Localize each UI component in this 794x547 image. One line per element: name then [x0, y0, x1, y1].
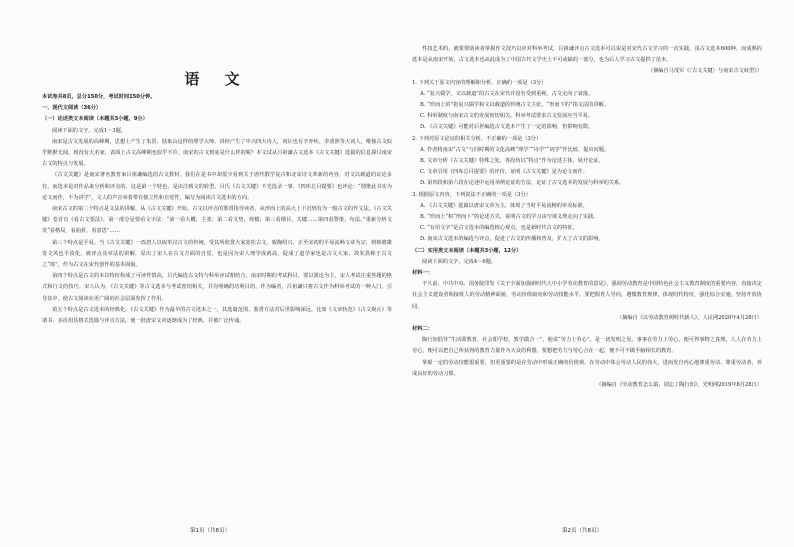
instruction: 阅读下面的文字，完成4～6题。 — [422, 258, 497, 265]
paragraph: 《古文关键》是南宋著名教育家吕祖谦编选的古文教材。我们在是书中却很少看到关于唐代散学复古和北宋诗文革新的内容，对文以载道的议论多有，而选本是对作品来分析和评点的，这是第一个特色，是由注到文的转型。吕氏《古文关键》不光选录一事，《四库总目提要》也评论：“谓推此书实为论文而作，不为讲学”，文人的声音举着带有独立性和自觉性，编写为阅读古文选本的方向。 — [42, 172, 392, 201]
option: B. “形而上的”指复兴儒学和文以载道的传统古文主张，“形而下的”指文法的讲解。 — [420, 102, 609, 109]
paragraph: 南宋古文的第二个特点是文法的讲解。从《古文关键》开始，古文以评点的鉴赏指导读者，从形而上的高大上下沉到有为一般古文的作文法。《古文关键》卷首有《看古文要法》，第一部分是要看文字法：“第一看大概，主张；第二看文势，规模；第三看纲目，关键……第四看警策，句法。”重新分析文发“看格局，看曲折，看意思”…… — [42, 206, 392, 235]
subsection-heading: （一）论述类文本阅读（本题共3小题，9分） — [42, 116, 148, 123]
option: B. 文章分析《古文关键》特殊之处，各段均以“特点”作为论述主体，展开论证。 — [420, 158, 604, 165]
paragraph: 南宋是古文发展的高峰期，思想上产生了朱熹、陆象山这样的理学大师，讲经产生了中兴四大诗人，词坛也有辛弃疾、李清照等大词人，唯独古文似乎默默无闻，现况有大名家，表面上古文高峰期也似乎不许。南宋的古文到底是什么样的呢？本文试从吕祖谦古文选本《古文关键》选篇的信息探讨南宋古文的特点与发展。 — [42, 138, 392, 168]
source-note: （摘编自《以劳动教育树时代新人》，人民网2020年4月28日） — [616, 314, 762, 321]
question-3: 3. 根据原文内容，下列说法不正确的一项是（3分） — [412, 191, 531, 198]
subsection-heading: （二）实用类文本阅读（本题共3小题，12分） — [412, 247, 522, 254]
paragraph: 不久前，中共中央、国务院印发《关于全面加强新时代大中小学劳动教育的意见》，强调劳动教育是中国特色社会主义教育制度的重要内容，直接决定社会主义建设者和接班人的劳动精神面貌、劳动价值取向和劳动技能水平。要把握育人导向，遵循教育规律，体现时代特征，强化综合实施，坚持开放协同。 — [412, 281, 762, 310]
page-footer: 第2页（共8页） — [562, 528, 602, 534]
source-note: （摘编自《劳动教育怎么搞，别忘了陶行知》，光明网2019年8月28日） — [596, 382, 762, 389]
page-footer: 第1页（共8页） — [190, 528, 230, 534]
paragraph: 第三个特点是平易。当《古文关键》一改唐人以取奉汉古文的传统，受其所欣赏大家宽松古文，致陶绍兴，正至宋初的平易流畅文章为宗，将韩愈雄奇文风也平淡化，被评点及章法的讲解，显出了宋人在古文方面的自觉，也是因为宋人理学成就高，促成了道学家也是古文大家，故朱熹称于古文之“体”，作为古文在宋代创作的基本面貌。 — [42, 239, 392, 269]
option: A. “复兴儒学，文以载道”的古文在宋代并没有受到重视，古文走向了衰落。 — [420, 90, 594, 97]
option: D. 《古文关键》可能对后世编选古文选本产生了一定的影响，但影响有限。 — [420, 124, 594, 131]
section-heading: 一、现代文阅读（36分） — [42, 105, 102, 112]
question-2: 2. 下列对原文论证的相关分析，不正确的一项是（3分） — [412, 135, 542, 142]
source-note: （摘编自马茂军《〈古文关键〉与南宋古文转型》） — [647, 68, 762, 75]
option: A. 作者将南宋“古文”与同时期的文化高峰“理学”“诗学”“词学”作比较，提出问题。 — [420, 146, 610, 153]
paragraph: 第四个特点是古文的本具特征构成了可读性情高，吕氏编选古文特与科举应试相结合，南宋时期的考试科目，要以策论为主，宋人考试注重答题的格式和行文的技巧。宋人认为，《古文关键》等古文选本与考试密切相关，并有明确的功利目的。作为编者，吕祖谦只将古文作为科举考试的一种入门，引导其中，使古文阅读在更广阔的社会层面发挥了作用。 — [42, 273, 392, 302]
option: B. “形而上”和“形而下”的论述方式，说明古文的学习由空谈义理走向了实践。 — [420, 214, 599, 221]
question-1: 1. 下列关于原文内容的理解和分析，正确的一项是（3分） — [412, 79, 547, 86]
option: D. 第四段和第六段在论述中运用举例论证的方法，论证了古文选本的发展与科举的关系。 — [420, 180, 625, 187]
option: C. 文章引用《四库总目提要》的评价，证明《古文关键》是为论文而作。 — [420, 169, 588, 176]
option: D. 南宋古文选本的编选与评点，促进了古文的传播和普及，扩大了古文的影响。 — [420, 236, 604, 243]
paragraph: 第五个特点是古文选本的经典化。《古文关键》作为最早的古文选本之一，其选篇范围、鉴赏方法对后世影响深远。比如《文章轨范》《古文观止》等诸书，多沿用其格式选篇与评点方法，使一批唐宋文章逐渐成为了经典，并被广泛传诵。 — [42, 306, 392, 325]
exam-intro: 本试卷共8页，总分150分，考试时间150分钟。 — [42, 94, 156, 100]
page-2 — [412, 44, 762, 391]
material-label: 材料二： — [412, 326, 433, 333]
instruction: 阅读下面的文字，完成1～3题。 — [52, 127, 127, 134]
paragraph: 陶行知倡导“生活即教育，社会即学校，教学做合一”，他说“劳力上劳心”，是一切发明之母。事事在劳力上劳心，便可得事物之真理。人人在劳力上劳心，便可以把自己所获得的教育力量作为大众的利器。要想把劳力与劳心合在一起，便不可不做手脑相长的教育。 — [412, 337, 762, 355]
option: C. 科举制度与南宋古文的发展密切相关，科举考试要求古文发展应当平易。 — [420, 113, 594, 120]
page-1 — [42, 92, 392, 327]
material-label: 材料一： — [412, 270, 433, 277]
paper-title: 语 文 — [184, 70, 250, 88]
paragraph: 掌握一定的劳动技能很重要，但更重要的是在劳动中形成正确的价值观，在劳动中体会劳动人民的伟大，进而发自内心地尊重劳动、尊重劳动者，养成良好的劳动习惯。 — [412, 359, 762, 377]
option: C. “有用文字”是古文选本的编选核心观点，也是新时代古文的特征。 — [420, 225, 578, 232]
option: A. 《古文关键》选篇以唐宋文章为主，体现了当时平易流畅的审美标准。 — [420, 202, 588, 209]
paragraph: 性技艺术约，就要帮助读者掌握作文技巧以应对科举考试，吕祖谦评点古文选本可以说是对宋代古文学习的一次实践。虽古文选本600种，而成熟的选本是从南宋开始，古文选本也从此成为了中国古代文学史上不可或缺的一部分，也为后人学习古文提供了范本。 — [412, 46, 762, 64]
